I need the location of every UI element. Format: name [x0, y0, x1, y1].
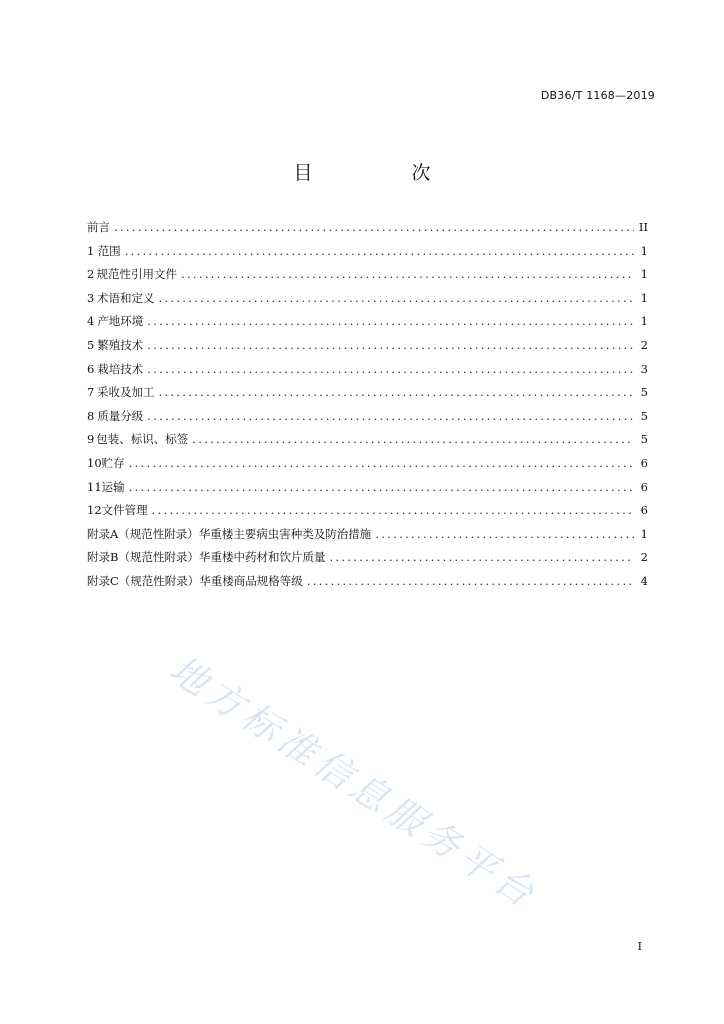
toc-entry-propagation[interactable]: [87, 334, 648, 358]
toc-entry-normative-references[interactable]: [87, 263, 648, 287]
toc-entry-label: 前言: [87, 220, 110, 234]
toc-entry-environment[interactable]: [87, 310, 648, 334]
toc-leader-dots: [307, 570, 634, 594]
toc-entry-label: 运输: [101, 479, 125, 494]
toc-entry-number: 3: [87, 290, 95, 305]
toc-leader-dots: [129, 452, 634, 476]
toc-entry-label: 术语和定义: [96, 290, 155, 305]
watermark: 地方标准信息服务平台: [161, 647, 546, 918]
toc-entry-page: 5: [640, 385, 648, 400]
toc-entry-label: 贮存: [101, 455, 125, 470]
toc-entry-label: 范围: [97, 243, 121, 258]
toc-leader-dots: [147, 334, 634, 358]
toc-entry-storage[interactable]: [87, 452, 648, 476]
page-title: 目 次: [293, 162, 471, 184]
toc-entry-label: 华重楼中药材和饮片质量: [198, 550, 326, 565]
toc-entry-appendix-c[interactable]: [87, 570, 648, 594]
toc-entry-label: 文件管理: [101, 503, 148, 518]
toc-entry-label: 华重楼主要病虫害种类及防治措施: [198, 526, 372, 541]
toc-entry-number: 9: [87, 432, 95, 447]
toc-entry-transport[interactable]: [87, 476, 648, 500]
toc-entry-page: 1: [640, 267, 648, 282]
toc-leader-dots: [181, 263, 634, 287]
toc-entry-page: 4: [640, 573, 648, 588]
toc-leader-dots: [129, 476, 634, 500]
toc-entry-appendix-a[interactable]: [87, 523, 648, 547]
toc-leader-dots: [158, 287, 634, 311]
toc-entry-page: 6: [640, 479, 648, 494]
toc-entry-number: 6: [87, 361, 95, 376]
toc-leader-dots: [147, 310, 634, 334]
toc-entry-number: 附录C（规范性附录）: [87, 573, 200, 588]
table-of-contents: [87, 216, 648, 594]
toc-entry-number: 1: [87, 243, 95, 258]
toc-entry-page: 6: [640, 503, 648, 518]
toc-entry-cultivation[interactable]: [87, 358, 648, 382]
toc-entry-page: 6: [640, 455, 648, 470]
toc-entry-number: 5: [87, 337, 95, 352]
toc-entry-number: 8: [87, 408, 95, 423]
toc-entry-number: 12: [87, 503, 102, 518]
toc-entry-number: 附录A（规范性附录）: [87, 526, 199, 541]
toc-leader-dots: [158, 381, 634, 405]
toc-entry-label: 华重楼商品规格等级: [199, 573, 303, 588]
toc-leader-dots: [192, 428, 634, 452]
toc-entry-label: 繁殖技术: [97, 337, 144, 352]
toc-leader-dots: [147, 358, 634, 382]
toc-entry-page: 1: [640, 243, 648, 258]
toc-entry-page: 2: [640, 550, 648, 565]
toc-entry-page: 2: [640, 337, 648, 352]
toc-entry-label: 采收及加工: [96, 385, 155, 400]
toc-entry-label: 质量分级: [97, 408, 144, 423]
document-code: DB36/T 1168—2019: [540, 89, 655, 102]
toc-entry-page: 1: [640, 526, 648, 541]
toc-entry-number: 7: [87, 385, 95, 400]
toc-entry-label: 产地环境: [97, 314, 144, 329]
page-number: I: [637, 940, 642, 953]
toc-entry-page: II: [638, 220, 648, 234]
toc-entry-scope[interactable]: [87, 240, 648, 264]
toc-entry-number: 4: [87, 314, 95, 329]
toc-entry-foreword[interactable]: [87, 216, 648, 240]
toc-entry-label: 规范性引用文件: [96, 267, 177, 282]
toc-leader-dots: [114, 216, 634, 240]
toc-leader-dots: [329, 546, 634, 570]
toc-entry-label: 包装、标识、标签: [96, 432, 189, 447]
toc-entry-page: 5: [640, 432, 648, 447]
toc-entry-number: 2: [87, 267, 95, 282]
toc-leader-dots: [375, 523, 634, 547]
toc-entry-page: 1: [640, 290, 648, 305]
toc-entry-label: 栽培技术: [97, 361, 144, 376]
toc-entry-page: 1: [640, 314, 648, 329]
toc-entry-harvest[interactable]: [87, 381, 648, 405]
toc-entry-terms[interactable]: [87, 287, 648, 311]
toc-entry-number: 11: [87, 479, 102, 494]
toc-entry-number: 附录B（规范性附录）: [87, 550, 199, 565]
toc-leader-dots: [152, 499, 634, 523]
toc-entry-packaging[interactable]: [87, 428, 648, 452]
toc-entry-page: 5: [640, 408, 648, 423]
toc-entry-appendix-b[interactable]: [87, 546, 648, 570]
toc-entry-grading[interactable]: [87, 405, 648, 429]
toc-entry-page: 3: [640, 361, 648, 376]
toc-entry-document-management[interactable]: [87, 499, 648, 523]
toc-leader-dots: [125, 240, 634, 264]
toc-leader-dots: [147, 405, 634, 429]
toc-entry-number: 10: [87, 455, 102, 470]
